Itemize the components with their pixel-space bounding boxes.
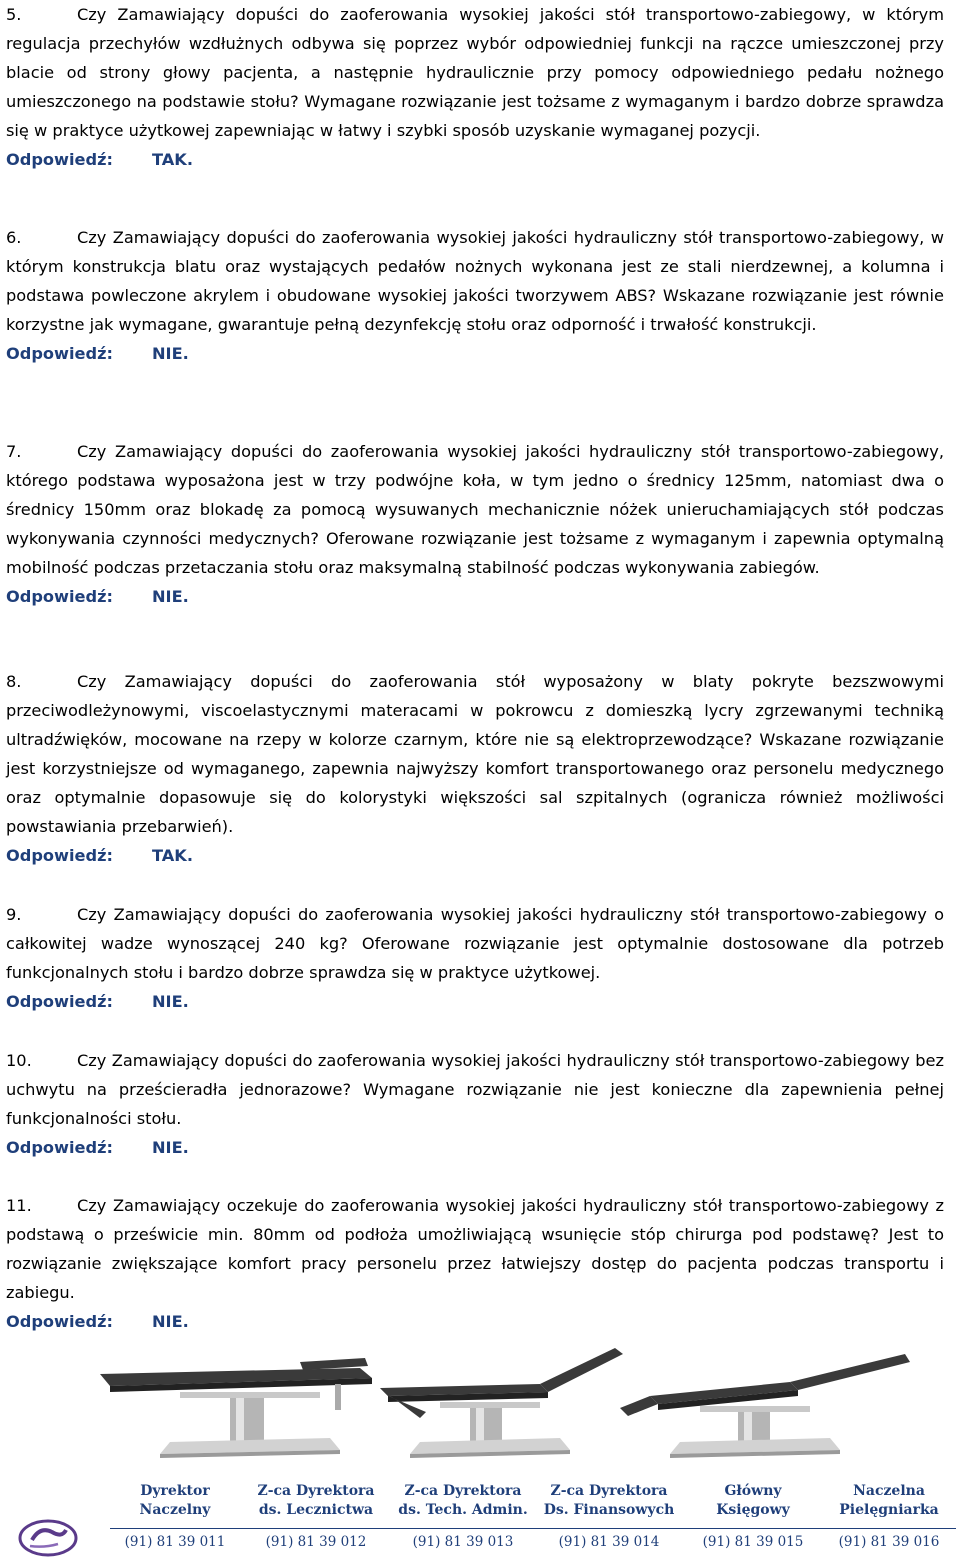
footer-contact-dyrektor [104,1482,246,1520]
question-number: 9. [6,905,22,924]
footer-title-line2: Ds. Finansowych [543,1502,675,1518]
question-body: Czy Zamawiający dopuści do zaoferowania wysokiej jakości hydrauliczny stół transportowo-zabiegowy o całkowitej wadze wynoszącej 240 kg? Oferowane rozwiązanie jest optymalnie dostosowane dla potrzeb funkcjonalnych stołu i bardzo dobrze sprawdza się w praktyce użytkowej. [6,905,944,982]
hospital-logo-icon [18,1518,78,1558]
question-block-7 [6,437,944,611]
question-body: Czy Zamawiający oczekuje do zaoferowania wysokiej jakości hydrauliczny stół transportowo-zabiegowy z podstawą o prześwicie min. 80mm od podłoża umożliwiającą wsunięcie stóp chirurga pod podstawę? Jest to rozwiązanie zwiększające komfort pracy personelu przez łatwiejszy dostęp do pacjenta podczas transportu i zabiegu. [6,1196,944,1302]
footer-phone: (91) 81 39 014 [558,1534,660,1550]
answer-line [6,1307,944,1336]
question-number: 7. [6,442,22,461]
answer-line [6,339,944,368]
question-text [6,900,944,987]
footer-title-line1: Dyrektor [140,1483,210,1499]
question-number: 10. [6,1051,32,1070]
answer-value: NIE. [152,1138,189,1157]
footer-title-line2: Księgowy [716,1502,790,1518]
question-body: Czy Zamawiający dopuści do zaoferowania wysokiej jakości stół transportowo-zabiegowy, w którym regulacja przechyłów wzdłużnych odbywa się poprzez wybór odpowiedniej funkcji na rączce umieszczonej przy blacie od strony głowy pacjenta, a następnie hydraulicznie przy pomocy odpowiedniego pedału nożnego umieszczonego na podstawie stołu? Wymagane rozwiązanie jest tożsame z wymaganym i bardzo dobrze sprawdza się w praktyce użytkowej zapewniając w łatwy i szybki sposób uzyskanie wymaganej pozycji. [6,5,944,140]
footer-contact-lecznictwo [245,1482,387,1520]
footer-phone: (91) 81 39 011 [124,1534,226,1550]
question-text [6,223,944,339]
question-number: 6. [6,228,22,247]
answer-label: Odpowiedź: [6,1138,114,1157]
question-block-11 [6,1191,944,1336]
question-block-6 [6,223,944,368]
footer-phone: (91) 81 39 012 [265,1534,367,1550]
footer-phone: (91) 81 39 016 [838,1534,940,1550]
question-text [6,437,944,582]
footer-contact-ksiegowy [682,1482,824,1520]
surgical-table-images [0,1336,960,1466]
answer-line [6,1133,944,1162]
question-block-9 [6,900,944,1016]
question-body: Czy Zamawiający dopuści do zaoferowania wysokiej jakości hydrauliczny stół transportowo-zabiegowy, w którym konstrukcja blatu oraz wystających pedałów nożnych wykonana jest ze stali nierdzewnej, a kolumna i podstawa powleczone akrylem i obudowane wysokiej jakości tworzywem ABS? Wskazane rozwiązanie jest równie korzystne jak wymagane, gwarantuje pełną dezynfekcję stołu oraz odporność i trwałość konstrukcji. [6,228,944,334]
answer-value: NIE. [152,344,189,363]
footer-title-line2: ds. Lecznictwa [258,1502,374,1518]
footer-title-line2: ds. Tech. Admin. [398,1502,528,1518]
question-number: 11. [6,1196,32,1215]
answer-value: NIE. [152,992,189,1011]
footer-contact-pielegniarka [818,1482,960,1520]
question-block-10 [6,1046,944,1162]
footer-phone: (91) 81 39 013 [412,1534,514,1550]
question-number: 5. [6,5,22,24]
answer-label: Odpowiedź: [6,846,114,865]
footer-title-line2: Pielęgniarka [839,1502,939,1518]
footer-contact-tech-admin [392,1482,534,1520]
footer-phone: (91) 81 39 015 [702,1534,804,1550]
answer-value: NIE. [152,587,189,606]
answer-line [6,987,944,1016]
surgical-table-photo-reclined [620,1354,910,1458]
answer-line [6,582,944,611]
question-body: Czy Zamawiający dopuści do zaoferowania wysokiej jakości hydrauliczny stół transportowo-zabiegowy bez uchwytu na prześcieradła jednorazowe? Wymagane rozwiązanie nie jest konieczne dla zapewnienia pełnej funkcjonalności stołu. [6,1051,944,1128]
footer-title-line1: Główny [724,1483,782,1499]
answer-value: NIE. [152,1312,189,1331]
product-photos [0,1336,960,1466]
answer-value: TAK. [152,150,194,169]
surgical-table-photo-chair [380,1348,623,1458]
footer-title-line1: Z-ca Dyrektora [404,1483,522,1499]
question-block-5 [6,0,944,174]
footer-divider [110,1528,956,1529]
footer-title-line2: Naczelny [139,1502,211,1518]
question-text [6,667,944,841]
footer-contact-finanse [538,1482,680,1520]
page-footer [0,1482,960,1562]
question-text [6,1046,944,1133]
answer-label: Odpowiedź: [6,992,114,1011]
question-body: Czy Zamawiający dopuści do zaoferowania stół wyposażony w blaty pokryte bezszwowymi przeciwodleżynowymi, viscoelastycznymi materacami w pokrowcu z domieszką lycry zgrzewanymi techniką ultradźwięków, mocowane na rzepy w kolorze czarnym, które nie są elektroprzewodzące? Wskazane rozwiązanie jest korzystniejsze od wymaganego, zapewnia najwyższy komfort transportowanego oraz personelu medycznego oraz optymalnie dopasowuje się do kolorystyki większości sal szpitalnych (ogranicza również możliwości powstawiania przebarwień). [6,672,944,836]
answer-value: TAK. [152,846,194,865]
surgical-table-photo-flat [100,1358,372,1458]
answer-label: Odpowiedź: [6,344,114,363]
answer-label: Odpowiedź: [6,587,114,606]
footer-title-line1: Z-ca Dyrektora [550,1483,668,1499]
answer-label: Odpowiedź: [6,150,114,169]
answer-line [6,841,944,870]
answer-label: Odpowiedź: [6,1312,114,1331]
question-text [6,1191,944,1307]
footer-title-line1: Z-ca Dyrektora [257,1483,375,1499]
question-block-8 [6,667,944,870]
question-body: Czy Zamawiający dopuści do zaoferowania wysokiej jakości hydrauliczny stół transportowo-zabiegowy, którego podstawa wyposażona jest w trzy podwójne koła, w tym jedno o średnicy 125mm, natomiast dwa o średnicy 150mm oraz blokadę za pomocą wysuwanych mechanicznie nóżek unieruchamiających stół podczas wykonywania czynności medycznych? Oferowane rozwiązanie jest tożsame z wymaganym i zapewnia optymalną mobilność podczas przetaczania stołu oraz maksymalną stabilność podczas wykonywania zabiegów. [6,442,944,577]
question-number: 8. [6,672,22,691]
answer-line [6,145,944,174]
footer-title-line1: Naczelna [853,1483,925,1499]
question-text [6,0,944,145]
